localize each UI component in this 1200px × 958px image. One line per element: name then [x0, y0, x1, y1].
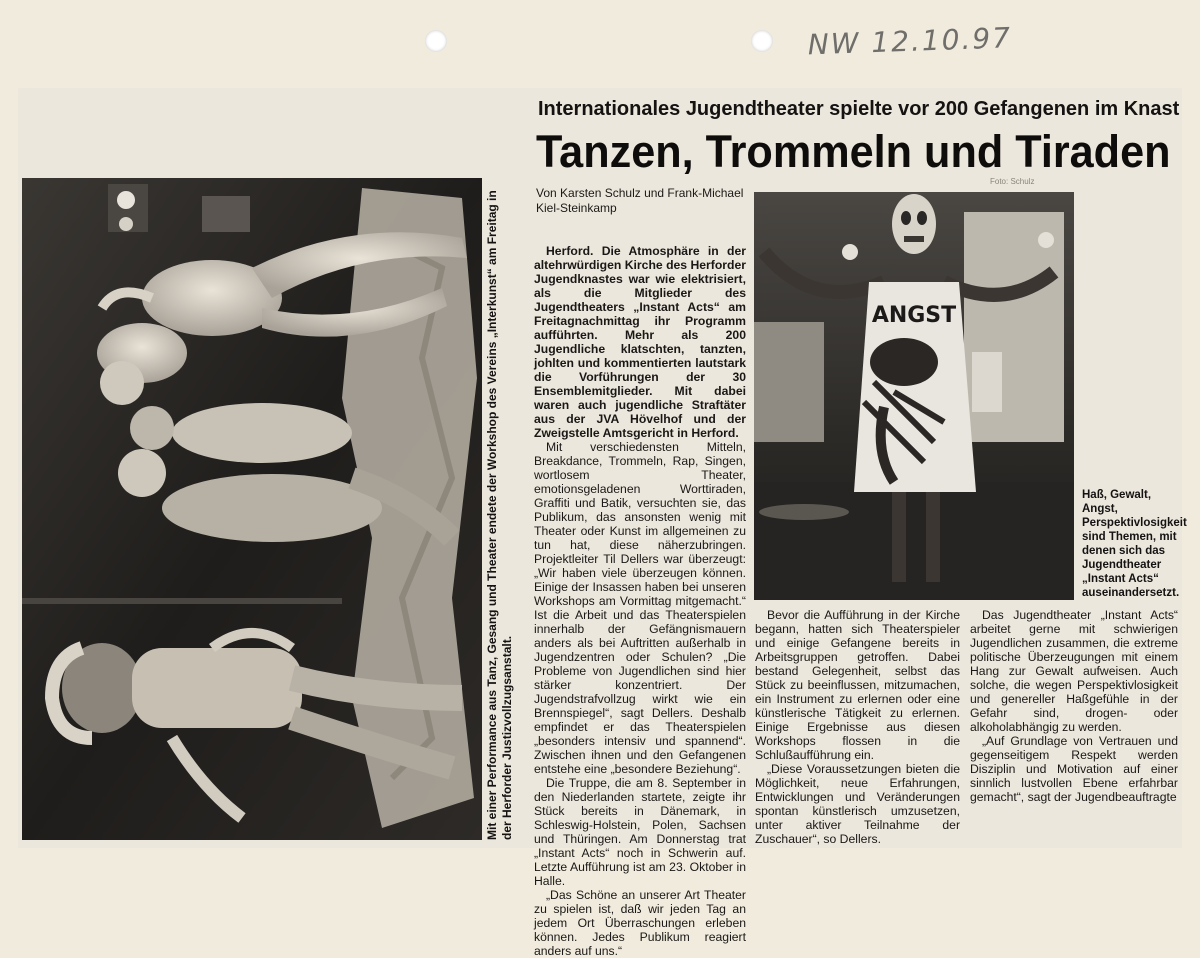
- article-paragraph: Die Truppe, die am 8. September in den Niederlanden startete, zeigte ihr Stück bereits in Dänemark, in Schleswig-Holstein, Polen, Sachsen und Thüringen. Am Donnerstag trat „Instant Acts“ noch in Schwerin auf. Letzte Aufführung ist am 23. Oktober in Halle.: [534, 776, 746, 888]
- article-paragraph: Das Jugendtheater „Instant Acts“ arbeitet gerne mit schwierigen Jugendlichen zusammen, die extreme politische Überzeugungen mit einem Hang zur Gewalt aufweisen. Auch solche, die wegen Perspektivlosigkeit und genereller Haßgefühle in der Gefahr sind, drogen- oder alkoholabhängig zu werden.: [970, 608, 1178, 734]
- article-paragraph: Bevor die Aufführung in der Kirche begann, hatten sich Theaterspieler und einige Gefangene bereits in Arbeitsgruppen getroffen. Dabei bestand Gelegenheit, selbst das Stück zu beeinflussen, mitzumachen, ein Instrument zu erlernen oder eine künstlerische Tätigkeit zu erlernen. Einige Ergebnisse aus diesen Workshops flossen in die Schlußaufführung ein.: [755, 608, 960, 762]
- article-paragraph: „Das Schöne an unserer Art Theater zu spielen ist, daß wir jeden Tag an jedem Ort Überraschungen erleben können. Jedes Publikum reagiert anders auf uns.“: [534, 888, 746, 958]
- performance-photo: [22, 178, 482, 840]
- dress-lettering: ANGST: [871, 303, 957, 328]
- punch-hole-right: [751, 30, 773, 52]
- performer-photo-caption: Haß, Gewalt, Angst, Perspektivlosigkeit sind Themen, mit denen sich das Jugendtheater „Instant Acts“ auseinandersetzt.: [1082, 489, 1187, 599]
- article-column-2: [755, 608, 960, 844]
- article-paragraph: „Auf Grundlage von Vertrauen und gegenseitigem Respekt werden Disziplin und Motivation auf einer sinnlich lustvollen Ebene erfahrbar gemacht“, sagt der Jugendbeauftragte: [970, 734, 1178, 804]
- performer-photo: [754, 192, 1074, 600]
- photo-credit: Foto: Schulz: [990, 177, 1035, 186]
- performance-photo-caption: Mit einer Performance aus Tanz, Gesang und Theater endete der Workshop des Vereins „Interkunst“ am Freitag in der Herforder Justizvollzugsanstalt.: [485, 190, 514, 840]
- article-lead: Herford. Die Atmosphäre in der altehrwürdigen Kirche des Herforder Jugendknastes war wie elektrisiert, als die Mitglieder des Jugendtheaters „Instant Acts“ am Freitagnachmittag ihr Programm aufführten. Mehr als 200 Jugendliche klatschten, tanzten, johlten und kommentierten lautstark die Vorführungen der 30 Ensemblemitglieder. Mit dabei waren auch jugendliche Straftäter aus der JVA Hövelhof und der Zweigstelle Amtsgericht in Herford.: [534, 244, 746, 440]
- article-column-1: [534, 244, 746, 958]
- performance-photo-image: [22, 178, 482, 840]
- article-paragraph: „Diese Voraussetzungen bieten die Möglichkeit, neue Erfahrungen, Entwicklungen und Veränderungen spontan künstlerisch umzusetzen, unter aktiver Teilnahme der Zuschauer“, so Dellers.: [755, 762, 960, 846]
- article-headline: Tanzen, Trommeln und Tiraden: [536, 126, 1171, 177]
- article-paragraph: Mit verschiedensten Mitteln, Breakdance, Trommeln, Rap, Singen, wortlosem Theater, emotionsgeladenen Worttiraden, Graffiti und Batik, versuchten sie, das Publikum, das ansonsten wenig mit Theater oder Kunst im allgemeinen zu tun hat, diese näherzubringen. Projektleiter Til Dellers war überzeugt: „Wir haben viele überzeugen können. Einige der Insassen haben bei unseren Workshops am Vormittag mitgemacht.“ Ist die Arbeit und das Theaterspielen innerhalb der Gefängnismauern anders als bei Auftritten außerhalb in Jugendzentren oder Schulen? „Die Probleme von Jugendlichen sind hier stärker konzentriert. Der Jugendstrafvollzug wirkt wie ein Brennspiegel“, sagt Dellers. Deshalb empfindet er das Theaterspielen „besonders intensiv und spannend“. Zwischen ihnen und den Gefangenen entstehe eine „besondere Beziehung“.: [534, 440, 746, 776]
- article-kicker: Internationales Jugendtheater spielte vor 200 Gefangenen im Knast: [538, 98, 1180, 120]
- byline: Von Karsten Schulz und Frank-Michael Kiel-Steinkamp: [536, 186, 744, 215]
- article-column-3: [970, 608, 1178, 844]
- punch-hole-left: [425, 30, 447, 52]
- handwritten-date-note: NW 12.10.97: [807, 21, 1013, 62]
- performer-photo-image: [754, 192, 1074, 600]
